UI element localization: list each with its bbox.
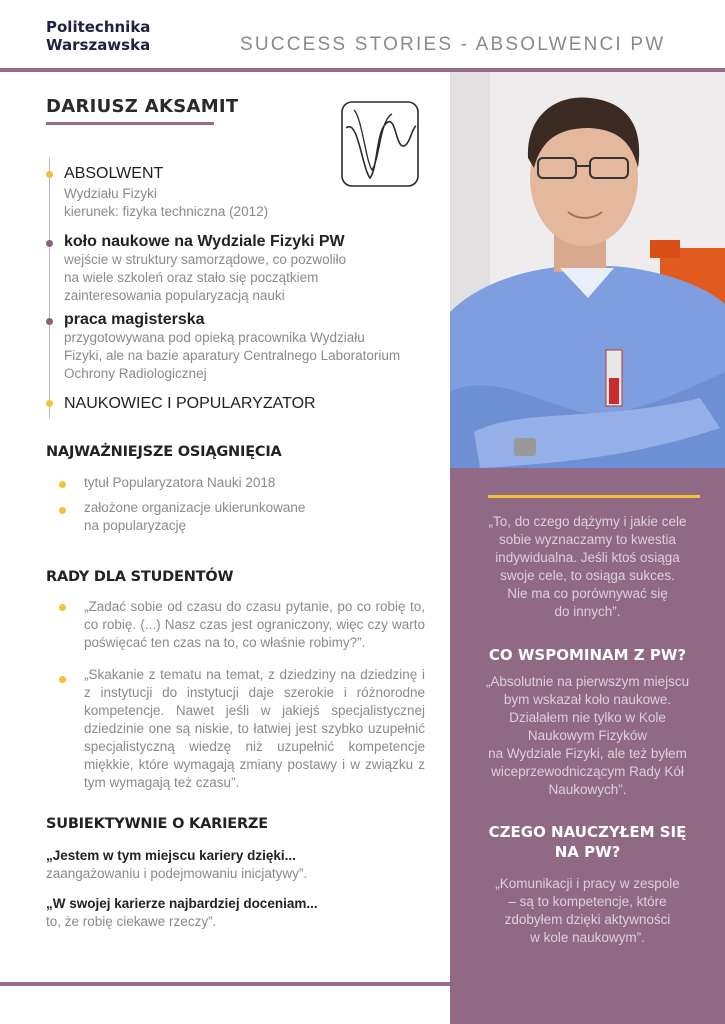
memory-text-line: wiceprzewodniczącym Rady Kół — [491, 764, 684, 779]
panel-quote-line: „To, do czego dążymy i jakie cele — [488, 514, 687, 529]
bottom-divider — [0, 982, 450, 986]
career-question: „W swojej karierze najbardziej doceniam... — [46, 896, 318, 911]
timeline-title: ABSOLWENT — [64, 165, 164, 182]
advice-title: RADY DLA STUDENTÓW — [46, 569, 234, 585]
memory-text-line: Naukowych”. — [548, 782, 627, 797]
timeline-desc: kierunek: fizyka techniczna (2012) — [64, 204, 269, 219]
career-title: SUBIEKTYWNIE O KARIERZE — [46, 816, 268, 832]
timeline-desc: Fizyki, ale na bazie aparatury Centralnego Laboratorium — [64, 348, 401, 363]
person-illustration-icon — [450, 72, 725, 468]
learned-title-line: CZEGO NAUCZYŁEM SIĘ — [488, 823, 687, 841]
panel-divider — [488, 495, 700, 498]
memory-title: CO WSPOMINAM Z PW? — [488, 646, 687, 664]
timeline-dot — [46, 400, 53, 407]
career-answer: to, że robię ciekawe rzeczy”. — [46, 914, 217, 929]
page-header-title: SUCCESS STORIES - ABSOLWENCI PW — [240, 34, 666, 55]
achievement-item: na popularyzację — [84, 518, 187, 533]
memory-text — [450, 673, 725, 799]
panel-quote-line: Nie ma co porównywać się — [507, 586, 668, 601]
bullet-dot — [59, 481, 66, 488]
learned-title — [450, 822, 725, 862]
logo-line-2: Warszawska — [46, 36, 151, 54]
timeline-line — [49, 158, 50, 418]
person-name: DARIUSZ AKSAMIT — [46, 96, 239, 117]
timeline-desc: Wydziału Fizyki — [64, 186, 157, 201]
university-logo — [46, 18, 150, 54]
achievement-item: tytuł Popularyzatora Nauki 2018 — [84, 475, 276, 490]
memory-text-line: bym wskazał koło naukowe. — [503, 692, 672, 707]
career-answer: zaangażowaniu i podejmowaniu inicjatywy”. — [46, 866, 308, 881]
advice-item: „Zadać sobie od czasu do czasu pytanie, po co robię to, co robię. (...) Nasz czas jest ograniczony, więc czy warto poświęcać ten czas na to, co właśnie robimy?”. — [84, 599, 425, 650]
name-underline — [46, 122, 214, 125]
learned-text-line: „Komunikacji i pracy w zespole — [495, 876, 680, 891]
timeline-dot — [46, 318, 53, 325]
timeline-title: NAUKOWIEC I POPULARYZATOR — [64, 395, 316, 412]
panel-quote — [450, 513, 725, 621]
timeline-desc: zainteresowania popularyzacją nauki — [64, 288, 285, 303]
memory-text-line: Działałem nie tylko w Kole — [509, 710, 666, 725]
bullet-dot — [59, 676, 66, 683]
logo-line-1: Politechnika — [46, 18, 151, 36]
bullet-dot — [59, 604, 66, 611]
learned-title-line: NA PW? — [554, 843, 621, 861]
timeline-desc: Ochrony Radiologicznej — [64, 366, 207, 381]
memory-text-line: Naukowym Fizyków — [527, 728, 648, 743]
panel-quote-line: sobie wyznaczamy to kwestia — [498, 532, 677, 547]
panel-quote-line: swoje cele, to osiąga sukces. — [500, 568, 675, 583]
timeline-desc: na wiele szkoleń oraz stało się początkiem — [64, 270, 319, 285]
learned-text-line: – są to kompetencje, które — [508, 894, 667, 909]
learned-text-line: w kole naukowym”. — [530, 930, 645, 945]
career-question: „Jestem w tym miejscu kariery dzięki... — [46, 848, 296, 863]
memory-text-line: „Absolutnie na pierwszym miejscu — [485, 674, 690, 689]
timeline-desc: wejście w struktury samorządowe, co pozwoliło — [64, 252, 347, 267]
timeline-dot — [46, 171, 53, 178]
learned-text-line: zdobyłem dzięki aktywności — [504, 912, 671, 927]
advice-item: „Skakanie z tematu na temat, z dziedziny na dziedzinę i z instytucji do instytucji daje szerokie i różnorodne kompetencje. Nawet jeśli w jakiejś specjalistycznej dziedzinie one są niskie, to łatwiej jest szybko uzupełnić specjalistyczną wiedzę niż uzupełnić kompetencje miękkie, które wymagają zmiany postawy i w związku z tym wymagają też czasu”. — [84, 667, 425, 790]
panel-quote-line: do innych”. — [554, 604, 621, 619]
achievements-title: NAJWAŻNIEJSZE OSIĄGNIĘCIA — [46, 444, 282, 460]
timeline-dot — [46, 240, 53, 247]
timeline-title: praca magisterska — [64, 311, 205, 328]
learned-text — [450, 875, 725, 947]
memory-text-line: na Wydziale Fizyki, ale też byłem — [488, 746, 687, 761]
monogram-logo-icon — [340, 98, 420, 188]
panel-quote-line: indywidualna. Jeśli ktoś osiąga — [495, 550, 680, 565]
achievement-item: założone organizacje ukierunkowane — [84, 500, 306, 515]
bullet-dot — [59, 507, 66, 514]
timeline-desc: przygotowywana pod opieką pracownika Wydziału — [64, 330, 365, 345]
timeline-title: koło naukowe na Wydziale Fizyki PW — [64, 233, 345, 250]
person-photo — [450, 72, 725, 468]
